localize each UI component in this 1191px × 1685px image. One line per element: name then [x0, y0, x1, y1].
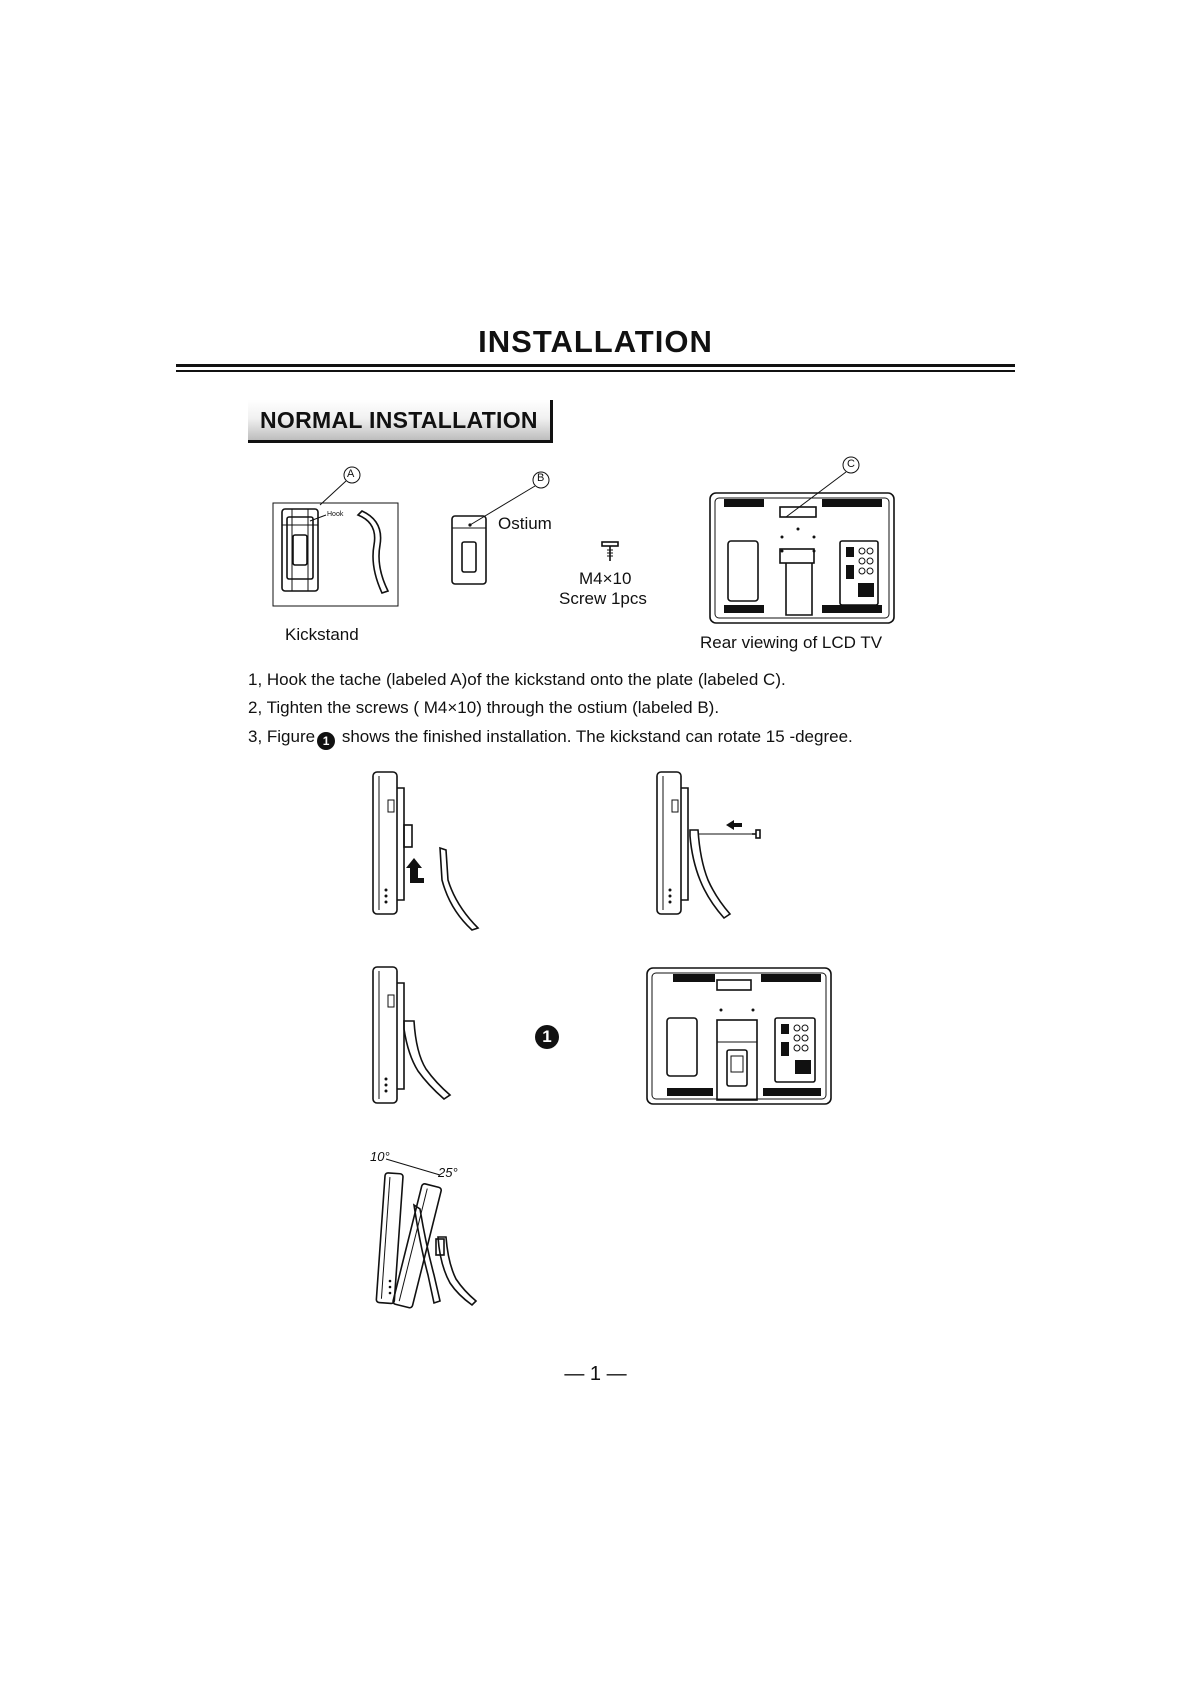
finished-rear-view-diagram: [645, 966, 835, 1108]
section-heading: NORMAL INSTALLATION: [248, 400, 553, 443]
tv-rear-view-diagram: [706, 455, 896, 630]
figure-badge: 1: [535, 1025, 559, 1049]
kickstand-hook-label: Hook: [327, 511, 344, 518]
ostium-label: Ostium: [498, 514, 552, 533]
tv-rear-label: Rear viewing of LCD TV: [700, 633, 883, 652]
kickstand-callout-a: A: [347, 468, 355, 480]
ostium-callout-b: B: [537, 472, 545, 484]
tv-rear-callout-c: C: [847, 458, 855, 470]
page-title: INSTALLATION: [478, 324, 713, 359]
screw-size-label: M4×10: [579, 569, 632, 588]
finished-side-view-diagram: [368, 965, 483, 1105]
step-hook-diagram: [368, 770, 483, 932]
step-1: 1, Hook the tache (labeled A)of the kickstand onto the plate (labeled C).: [248, 670, 786, 689]
step-3: [248, 726, 853, 750]
step-3-prefix: 3, Figure: [248, 727, 316, 746]
angle-label-25: 25°: [438, 1165, 458, 1180]
screw-icon: [600, 541, 620, 563]
figure-badge-inline: 1: [317, 732, 335, 750]
title-rule-thick: [176, 364, 1015, 367]
screw-qty-label: Screw 1pcs: [559, 589, 647, 608]
step-3-suffix: shows the finished installation. The kickstand can rotate 15 -degree.: [341, 727, 853, 746]
title-rule-thin: [176, 370, 1015, 372]
angle-label-10: 10°: [370, 1149, 390, 1164]
kickstand-diagram: [270, 465, 410, 610]
kickstand-label: Kickstand: [285, 625, 359, 644]
tilt-angle-diagram: [370, 1145, 485, 1310]
step-screw-diagram: [652, 770, 780, 920]
step-2: 2, Tighten the screws ( M4×10) through the ostium (labeled B).: [248, 698, 720, 717]
page-number: — 1 —: [564, 1363, 627, 1385]
